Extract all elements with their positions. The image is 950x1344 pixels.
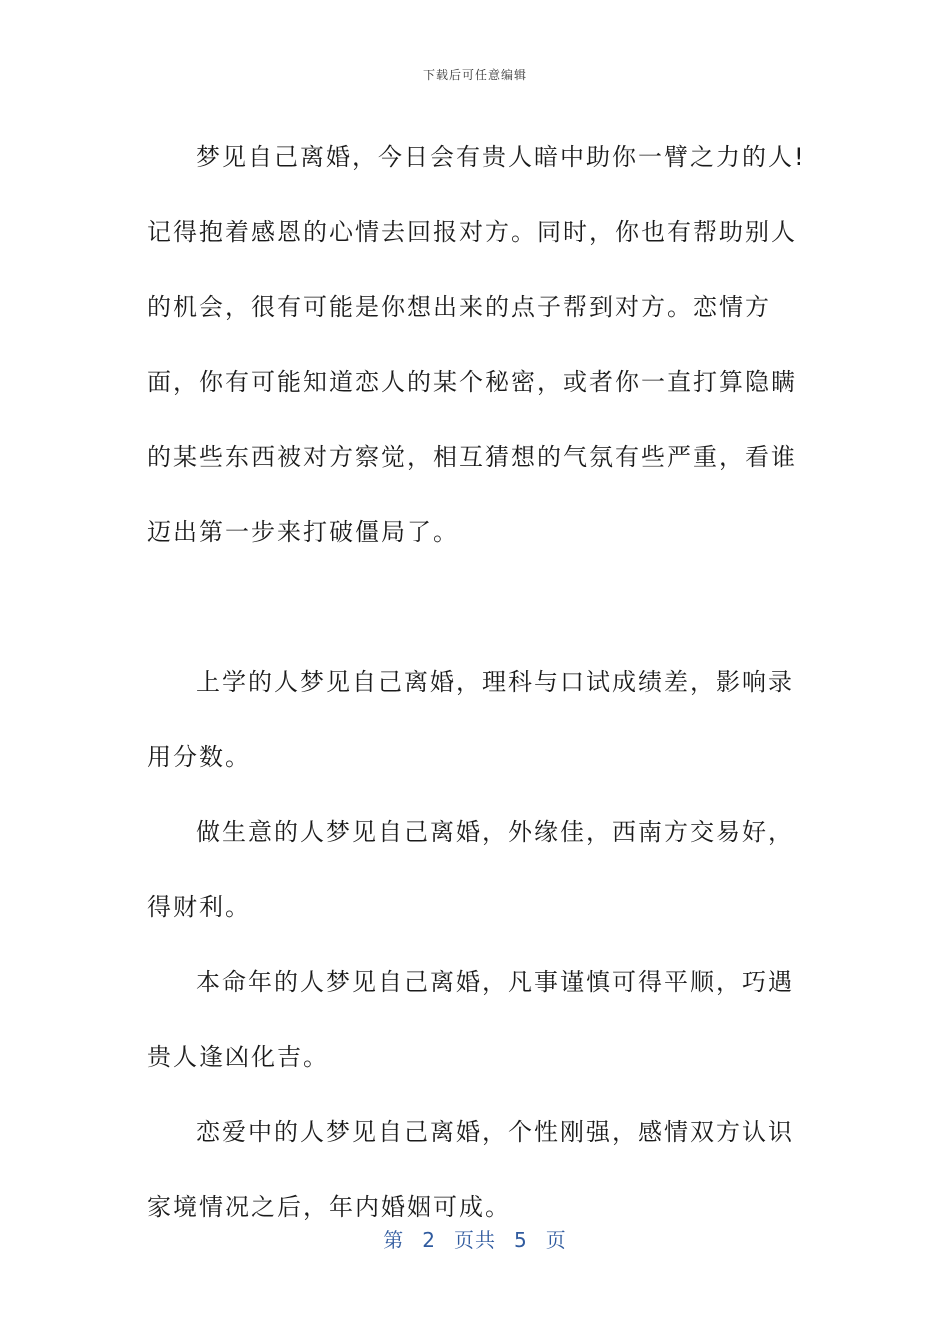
page-footer [0,1224,950,1253]
paragraph-dream-divorce: 梦见自己离婚，今日会有贵人暗中助你一臂之力的人!记得抱着感恩的心情去回报对方。同时，你也有帮助别人的机会，很有可能是你想出来的点子帮到对方。恋情方面，你有可能知道恋人的某个秘密，或者你一直打算隐瞒的某些东西被对方察觉，相互猜想的气氛有些严重，看谁迈出第一步来打破僵局了。 [147,143,806,546]
paragraph-zodiac-year: 本命年的人梦见自己离婚，凡事谨慎可得平顺，巧遇贵人逢凶化吉。 [147,968,794,1071]
page-header: 下载后可任意编辑 [422,68,527,82]
footer-suffix: 页 [545,1228,567,1252]
footer-total-pages: 5 [514,1228,528,1252]
footer-prefix: 第 [383,1228,405,1252]
footer-middle: 页共 [454,1228,496,1252]
paragraph-student: 上学的人梦见自己离婚，理科与口试成绩差，影响录用分数。 [147,668,794,771]
paragraph-business: 做生意的人梦见自己离婚，外缘佳，西南方交易好，得财利。 [147,818,794,921]
footer-page-number: 2 [422,1228,436,1252]
document-body [147,120,807,1245]
paragraph-in-love: 恋爱中的人梦见自己离婚，个性刚强，感情双方认识家境情况之后，年内婚姻可成。 [147,1118,794,1221]
